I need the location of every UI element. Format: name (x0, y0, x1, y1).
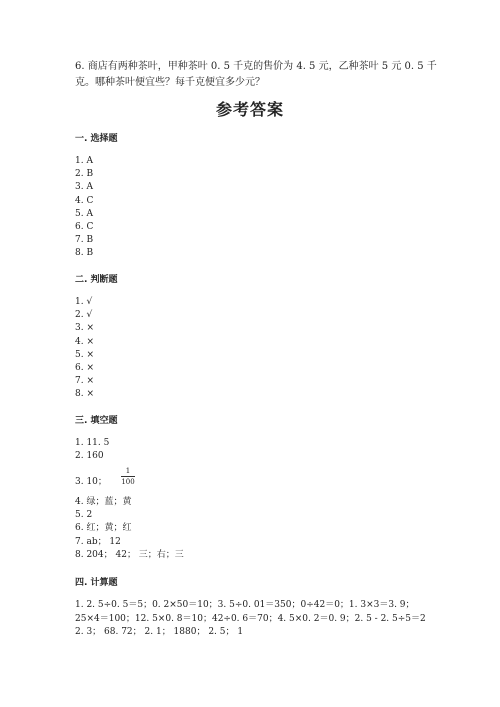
list-item: 8. 204； 42； 三；右；三 (75, 549, 184, 560)
fill-blank-list-a (75, 437, 109, 463)
list-item: 5. A (75, 208, 93, 219)
question-6 (75, 59, 435, 91)
section-heading-judgement: 二. 判断题 (75, 275, 118, 285)
calc-line: 2. 3； 68. 72； 2. 1； 1880； 2. 5； 1 (75, 627, 244, 638)
list-item: 5. × (75, 349, 94, 360)
fraction-numerator: 1 (125, 467, 131, 475)
list-item: 5. 2 (75, 510, 93, 521)
list-item: 7. B (75, 235, 94, 246)
list-item: 8. B (75, 248, 94, 259)
fraction-denominator: 100 (121, 478, 135, 486)
list-item: 3. × (75, 323, 94, 334)
page-title: 参考答案 (215, 100, 284, 119)
list-item: 6. 红；黄；红 (75, 523, 132, 534)
fill-blank-list-b (75, 496, 184, 562)
calc-line: 25×4＝100；12. 5×0. 8＝10；42÷0. 6＝70；4. 5×0. 2＝0. 9；2. 5 - 2. 5÷5＝2 (75, 613, 426, 624)
list-item: 8. × (75, 389, 94, 400)
fraction (121, 467, 135, 486)
judgement-answers-list (75, 296, 94, 402)
section-heading-calculation: 四. 计算题 (75, 578, 118, 588)
list-item: 2. √ (75, 310, 93, 321)
list-item: 2. 160 (75, 451, 104, 462)
question-6-line-2: 克。哪种茶叶便宜些？每千克便宜多少元？ (75, 77, 265, 88)
question-6-line-1: 6. 商店有两种茶叶，甲种茶叶 0. 5 千克的售价为 4. 5 元，乙种茶叶 5 元 0. 5 千 (75, 61, 437, 72)
list-item: 4. 绿；蓝；黄 (75, 497, 132, 507)
list-item: 1. √ (75, 297, 93, 307)
choice-answers-list (75, 155, 93, 261)
calculation-answers (75, 599, 426, 640)
list-item: 1. 11. 5 (75, 438, 110, 448)
calc-line: 1. 2. 5÷0. 5＝5；0. 2×50＝10；3. 5÷0. 01＝350；0÷42＝0；1. 3×3＝3. 9； (75, 600, 415, 610)
section-heading-fill-blank: 三. 填空题 (75, 416, 118, 426)
list-item: 6. × (75, 363, 94, 374)
list-item: 3. A (75, 182, 93, 193)
list-item: 7. × (75, 376, 94, 387)
section-heading-choice: 一. 选择题 (75, 134, 118, 144)
fill-blank-item-3: 3. 10； (75, 477, 107, 487)
list-item: 4. C (75, 195, 94, 206)
list-item: 2. B (75, 169, 94, 180)
list-item: 4. × (75, 336, 94, 347)
fraction-bar (121, 476, 135, 477)
list-item: 7. ab； 12 (75, 536, 121, 547)
list-item: 6. C (75, 222, 94, 233)
list-item: 1. A (75, 156, 93, 166)
